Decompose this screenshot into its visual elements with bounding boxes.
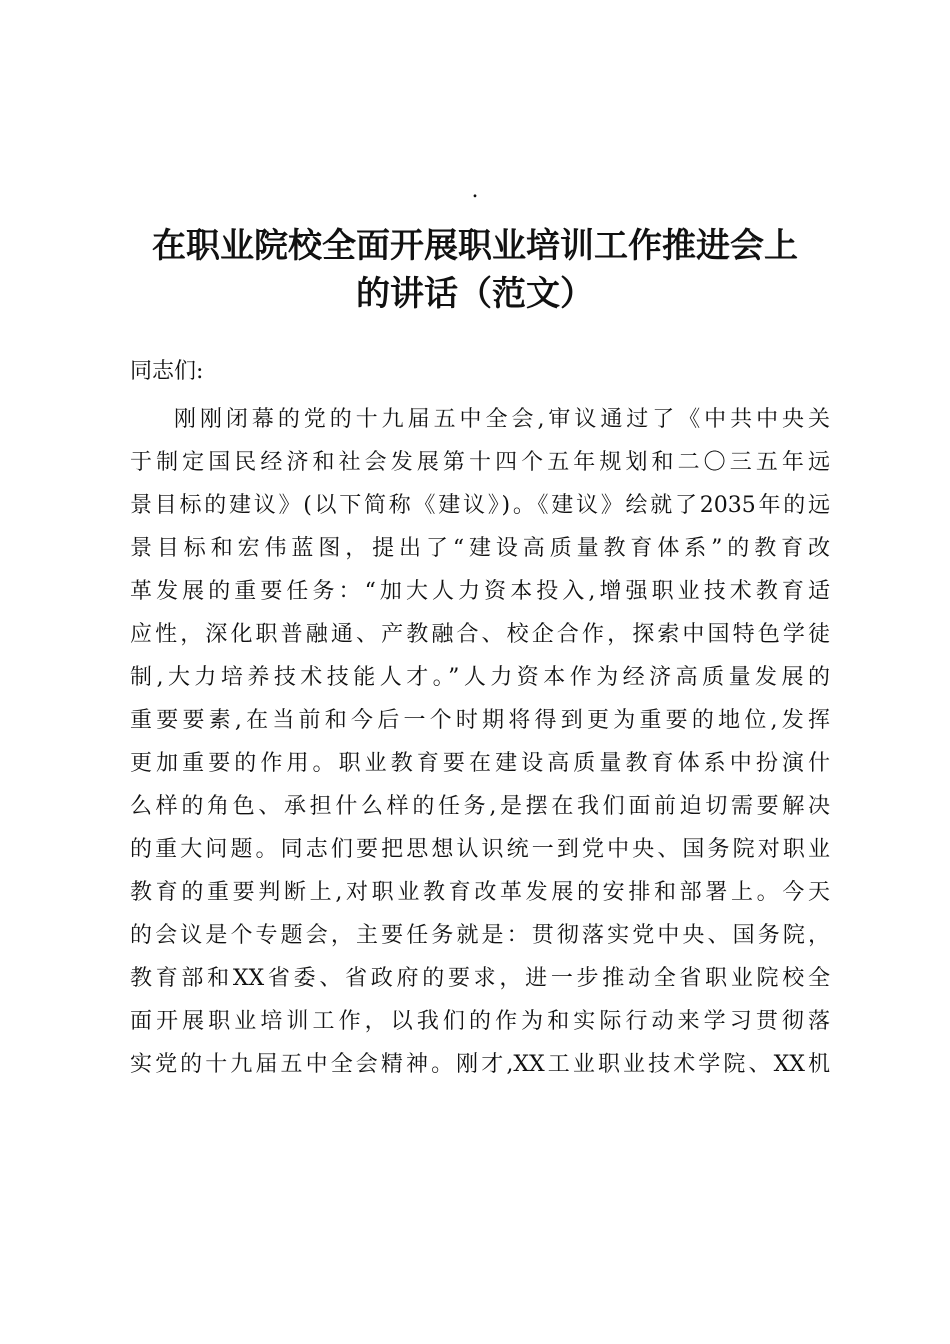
paragraph-line: 的会议是个专题会，主要任务就是：贯彻落实党中央、国务院， <box>130 923 830 948</box>
paragraph-line: 制,大力培养技术技能人才。”人力资本作为经济高质量发展的 <box>130 665 830 690</box>
title-line-1: 在职业院校全面开展职业培训工作推进会上 <box>152 226 798 266</box>
paragraph-line: 于制定国民经济和社会发展第十四个五年规划和二〇三五年远 <box>130 450 830 475</box>
paragraph-line: 面开展职业培训工作，以我们的作为和实际行动来学习贯彻落 <box>130 1009 830 1034</box>
title-line-2: 的讲话（范文） <box>356 274 594 314</box>
paragraph-line: 应性，深化职普融通、产教融合、校企合作，探索中国特色学徒 <box>130 622 830 647</box>
paragraph-line: 更加重要的作用。职业教育要在建设高质量教育体系中扮演什 <box>130 751 830 776</box>
salutation: 同志们: <box>130 359 204 384</box>
paragraph-line: 教育部和XX省委、省政府的要求，进一步推动全省职业院校全 <box>130 966 830 991</box>
body-paragraph <box>130 398 830 1086</box>
page-title <box>120 222 830 318</box>
paragraph-line: 景目标的建议》(以下简称《建议》)。《建议》绘就了2035年的远 <box>130 493 830 518</box>
paragraph-line: 实党的十九届五中全会精神。刚才,XX工业职业技术学院、XX机 <box>130 1052 830 1077</box>
paragraph-line: 革发展的重要任务：“加大人力资本投入,增强职业技术教育适 <box>130 579 830 604</box>
paragraph-line: 重要要素,在当前和今后一个时期将得到更为重要的地位,发挥 <box>130 708 830 733</box>
paragraph-line: 的重大问题。同志们要把思想认识统一到党中央、国务院对职业 <box>130 837 830 862</box>
paragraph-line: 景目标和宏伟蓝图，提出了“建设高质量教育体系”的教育改 <box>130 536 830 561</box>
header-mark: . <box>471 178 479 203</box>
paragraph-line: 么样的角色、承担什么样的任务,是摆在我们面前迫切需要解决 <box>130 794 830 819</box>
paragraph-line: 刚刚闭幕的党的十九届五中全会,审议通过了《中共中央关 <box>174 407 830 432</box>
paragraph-line: 教育的重要判断上,对职业教育改革发展的安排和部署上。今天 <box>130 880 830 905</box>
